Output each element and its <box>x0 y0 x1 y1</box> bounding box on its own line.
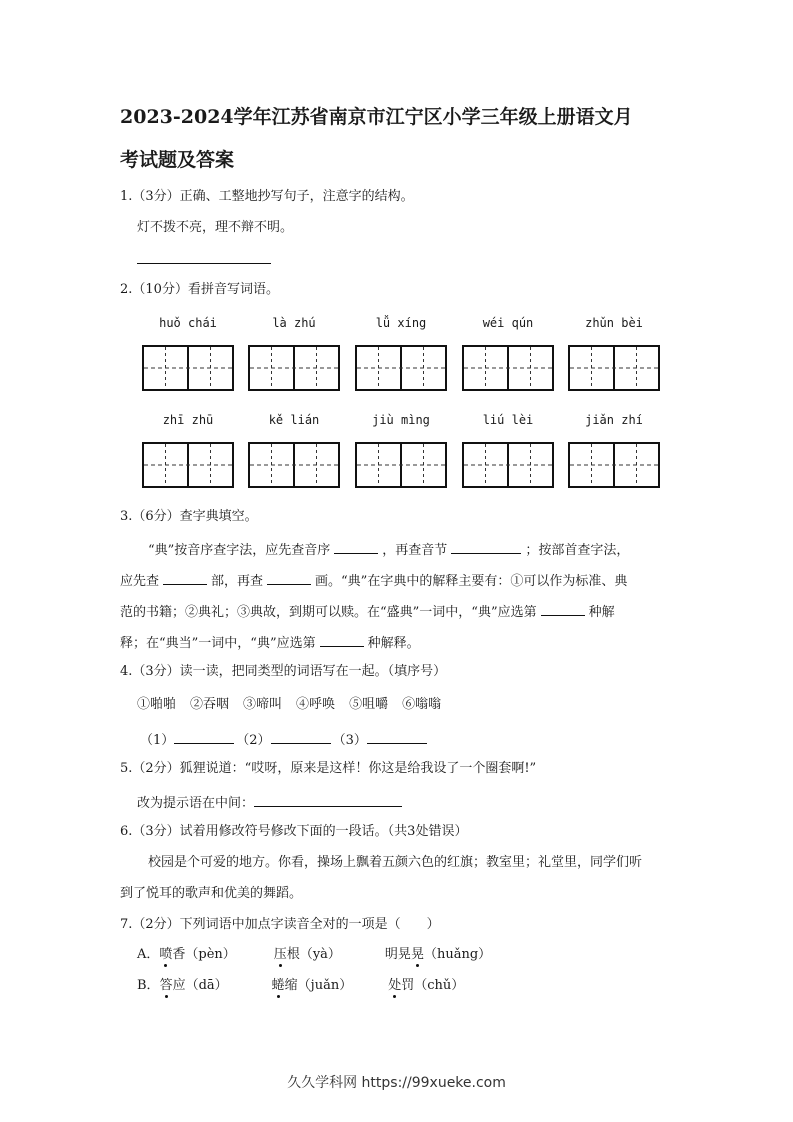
q4-options <box>137 698 441 711</box>
word-text: 明晃 <box>384 947 411 962</box>
q7-option-a[interactable] <box>137 948 491 961</box>
q4-option: ⑥嗡嗡 <box>402 697 442 712</box>
footer-site: 久久学科网 https://99xueke.com <box>287 1075 506 1091</box>
dotted-char: 压 <box>273 947 287 962</box>
q4-stem: 4.（3分）读一读，把同类型的词语写在一起。（填序号） <box>120 664 447 679</box>
option-label: A． <box>137 947 160 962</box>
tianzige-box[interactable] <box>355 345 447 391</box>
q3-line3 <box>120 603 615 619</box>
q1-answer-line[interactable] <box>137 263 271 264</box>
q4-option: ①啪啪 <box>137 697 177 712</box>
q3-text: 种解 <box>588 605 615 620</box>
word-text: 罚（chǔ） <box>401 978 465 993</box>
dotted-char: 蜷 <box>271 978 285 993</box>
q3-stem: 3.（6分）查字典填空。 <box>120 509 258 524</box>
tianzige-box[interactable] <box>462 442 554 488</box>
q1-sentence: 灯不拨不亮，理不辩不明。 <box>137 220 294 235</box>
word-text: 香（pèn） <box>172 947 236 962</box>
q3-text: ，再查音节 <box>382 543 448 558</box>
q3-blank-5[interactable] <box>541 603 585 616</box>
tianzige-box[interactable] <box>568 345 660 391</box>
dotted-char: 晃 <box>410 947 424 962</box>
q7-option-b[interactable] <box>137 979 464 992</box>
word-text: （huǎng） <box>423 947 492 962</box>
q3-blank-3[interactable] <box>163 572 207 585</box>
q3-text: 释；在“典当”一词中，“典”应选第 <box>120 636 316 651</box>
tianzige-box[interactable] <box>248 345 340 391</box>
q3-text: 部，再查 <box>211 574 264 589</box>
page-title-line2: 考试题及答案 <box>120 149 235 171</box>
q3-blank-6[interactable] <box>320 634 364 647</box>
tianzige-box[interactable] <box>142 345 234 391</box>
q4-blank-3[interactable] <box>367 731 427 744</box>
q4-blank-1[interactable] <box>174 731 234 744</box>
word-text: 应（dā） <box>172 978 228 993</box>
pinyin-label: zhī zhū <box>162 413 214 427</box>
q4-option: ⑤咀嚼 <box>349 697 389 712</box>
dotted-char: 答 <box>159 978 173 993</box>
q6-stem: 6.（3分）试着用修改符号修改下面的一段话。（共3处错误） <box>120 824 468 839</box>
q5-prompt-line <box>137 794 402 810</box>
pinyin-label: jiù mìng <box>372 413 430 427</box>
q6-paragraph-2: 到了悦耳的歌声和优美的舞蹈。 <box>120 886 303 901</box>
option-label: B． <box>137 978 160 993</box>
word-text: 根（yà） <box>286 947 341 962</box>
q7-stem: 7.（2分）下列词语中加点字读音全对的一项是（ ） <box>120 917 440 932</box>
q4-answers <box>140 731 427 747</box>
pinyin-label: huǒ chái <box>159 316 217 330</box>
q3-line4 <box>120 634 420 650</box>
q4-option: ④呼唤 <box>296 697 336 712</box>
q4-option: ②吞咽 <box>190 697 230 712</box>
tianzige-box[interactable] <box>462 345 554 391</box>
pinyin-label: wéi qún <box>482 316 534 330</box>
q5-stem: 5.（2分）狐狸说道：“哎呀，原来是这样！你这是给我设了一个圈套啊!” <box>120 761 537 776</box>
q3-blank-1[interactable] <box>334 541 378 554</box>
pinyin-label: là zhú <box>272 316 316 330</box>
pinyin-label: zhǔn bèi <box>585 316 643 330</box>
q4-option: ③啼叫 <box>243 697 283 712</box>
tianzige-box[interactable] <box>568 442 660 488</box>
q5-prompt: 改为提示语在中间： <box>137 796 255 811</box>
q3-line1 <box>148 541 629 557</box>
q3-text: ；按部首查字法， <box>525 543 630 558</box>
q4-slot-label: （3） <box>332 733 367 748</box>
dotted-char: 处 <box>388 978 402 993</box>
word-text: 缩（juǎn） <box>284 978 353 993</box>
tianzige-box[interactable] <box>142 442 234 488</box>
page-title-line1: 2023-2024学年江苏省南京市江宁区小学三年级上册语文月 <box>120 106 633 128</box>
q4-slot-label: （1） <box>140 733 175 748</box>
q6-paragraph-1: 校园是个可爱的地方。你看，操场上飘着五颜六色的红旗；教室里；礼堂里，同学们听 <box>148 855 643 870</box>
q3-line2 <box>120 572 627 588</box>
q3-text: “典”按音序查字法，应先查音序 <box>148 543 331 558</box>
tianzige-box[interactable] <box>355 442 447 488</box>
pinyin-label: jiǎn zhí <box>585 413 643 427</box>
q3-blank-2[interactable] <box>451 541 521 554</box>
pinyin-label: lǚ xíng <box>375 316 427 330</box>
tianzige-box[interactable] <box>248 442 340 488</box>
q3-text: 画。“典”在字典中的解释主要有：①可以作为标准、典 <box>315 574 628 589</box>
q3-text: 应先查 <box>120 574 160 589</box>
q4-slot-label: （2） <box>236 733 271 748</box>
dotted-char: 喷 <box>159 947 173 962</box>
q3-blank-4[interactable] <box>267 572 311 585</box>
q3-text: 种解释。 <box>367 636 420 651</box>
q2-stem: 2.（10分）看拼音写词语。 <box>120 282 279 297</box>
q5-blank[interactable] <box>254 794 402 807</box>
pinyin-label: liú lèi <box>482 413 534 427</box>
pinyin-label: kě lián <box>268 413 320 427</box>
q4-blank-2[interactable] <box>271 731 331 744</box>
q1-stem: 1.（3分）正确、工整地抄写句子，注意字的结构。 <box>120 189 414 204</box>
q3-text: 范的书籍；②典礼；③典故，到期可以赎。在“盛典”一词中，“典”应选第 <box>120 605 537 620</box>
